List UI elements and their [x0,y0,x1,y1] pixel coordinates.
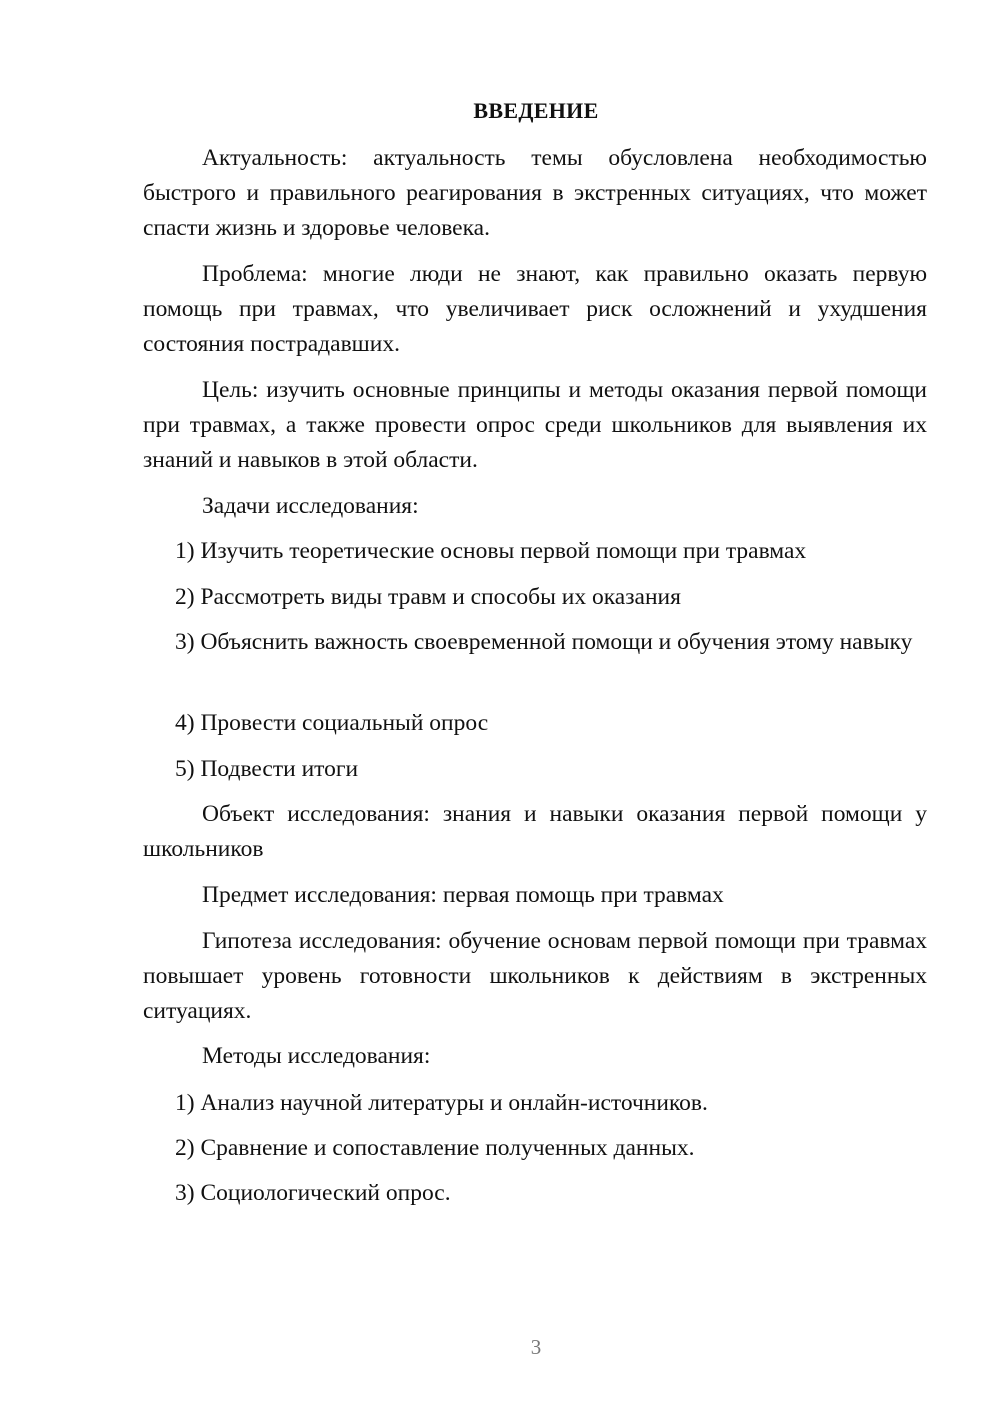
hypothesis-paragraph: Гипотеза исследования: обучение основам первой помощи при травмах повышает уровень готовности школьников к действиям в экстренных ситуациях. [143,928,927,1024]
task-item: 4) Провести социальный опрос [175,710,489,736]
method-item: 1) Анализ научной литературы и онлайн-источников. [175,1090,708,1116]
tasks-heading: Задачи исследования: [202,493,419,519]
task-item: 3) Объяснить важность своевременной помощи и обучения этому навыку [175,629,913,655]
method-item: 3) Социологический опрос. [175,1180,451,1206]
relevance-paragraph: Актуальность: актуальность темы обусловлена необходимостью быстрого и правильного реагирования в экстренных ситуациях, что может спасти жизнь и здоровье человека. [143,145,927,241]
problem-paragraph: Проблема: многие люди не знают, как правильно оказать первую помощь при травмах, что увеличивает риск осложнений и ухудшения состояния пострадавших. [143,261,927,357]
method-item: 2) Сравнение и сопоставление полученных данных. [175,1135,695,1161]
methods-heading: Методы исследования: [202,1043,431,1069]
goal-paragraph: Цель: изучить основные принципы и методы оказания первой помощи при травмах, а также провести опрос среди школьников для выявления их знаний и навыков в этой области. [143,377,927,473]
subject-paragraph: Предмет исследования: первая помощь при травмах [202,882,724,908]
section-title: ВВЕДЕНИЕ [473,98,599,123]
task-item: 5) Подвести итоги [175,756,359,782]
page-number: 3 [530,1335,542,1359]
object-paragraph: Объект исследования: знания и навыки оказания первой помощи у школьников [143,801,927,862]
task-item: 1) Изучить теоретические основы первой помощи при травмах [175,538,807,564]
task-item: 2) Рассмотреть виды травм и способы их оказания [175,584,681,610]
